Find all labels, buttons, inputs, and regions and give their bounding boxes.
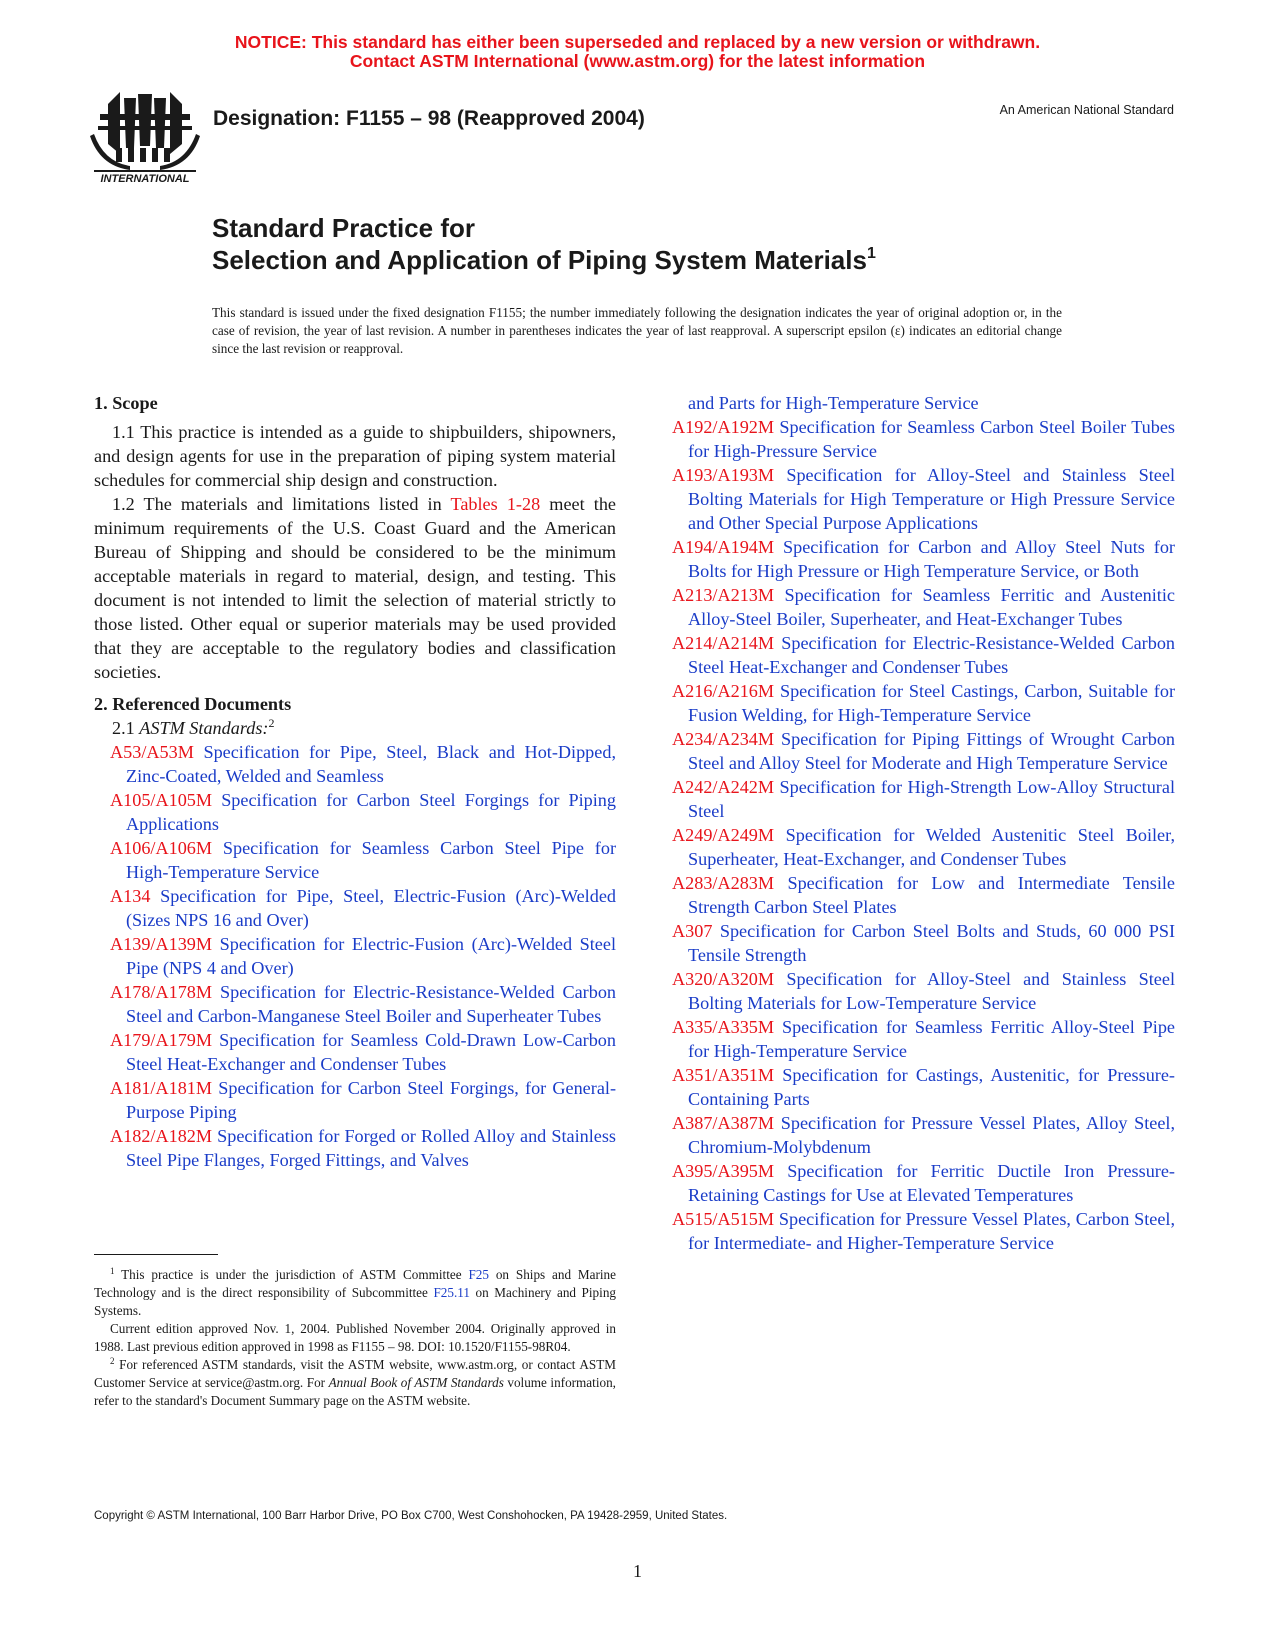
reference-code-link[interactable]: A283/A283M xyxy=(672,873,775,893)
footnote-divider xyxy=(94,1254,218,1255)
scope-paragraph-2 xyxy=(94,492,616,684)
fn2-italic: Annual Book of ASTM Standards xyxy=(328,1375,504,1390)
right-reference-list xyxy=(672,415,1175,1255)
title-line-1: Standard Practice for xyxy=(212,213,475,243)
reference-title-link[interactable]: Specification for Welded Austenitic Steel Boiler, Superheater, Heat-Exchanger, and Condenser Tubes xyxy=(688,825,1176,869)
footnote-2 xyxy=(94,1356,616,1410)
svg-text:INTERNATIONAL: INTERNATIONAL xyxy=(100,173,190,184)
reference-title-link[interactable]: Specification for Ferritic Ductile Iron Pressure-Retaining Castings for Use at Elevated Temperatures xyxy=(688,1161,1175,1205)
sub-label: ASTM Standards: xyxy=(139,718,269,738)
fn1-mark: 1 xyxy=(110,1266,115,1276)
reference-code-link[interactable]: A234/A234M xyxy=(672,729,775,749)
reference-item xyxy=(672,583,1175,631)
reference-item xyxy=(672,967,1175,1015)
title-text: Selection and Application of Piping System Materials xyxy=(212,245,867,275)
reference-title-link[interactable]: Specification for Pressure Vessel Plates, Alloy Steel, Chromium-Molybdenum xyxy=(688,1113,1175,1157)
reference-item xyxy=(110,740,616,788)
reference-item xyxy=(110,884,616,932)
reference-item xyxy=(110,1028,616,1076)
reference-code-link[interactable]: A242/A242M xyxy=(672,777,775,797)
document-title xyxy=(212,212,876,276)
issuance-note: This standard is issued under the fixed designation F1155; the number immediately following the designation indicates the year of original adoption or, in the case of revision, the year of last revision. A number in parentheses indicates the year of last reapproval. A superscript epsilon (ε) indicates an editorial change since the last revision or reapproval. xyxy=(212,305,1062,356)
scope-paragraph-1: 1.1 This practice is intended as a guide to shipbuilders, shipowners, and design agents for use in the preparation of piping system material schedules for commercial ship design and construction. xyxy=(94,422,616,490)
reference-title-link[interactable]: Specification for Electric-Resistance-Welded Carbon Steel and Carbon-Manganese Steel Boiler and Superheater Tubes xyxy=(126,982,617,1026)
reference-code-link[interactable]: A179/A179M xyxy=(110,1030,213,1050)
reference-title-link[interactable]: Specification for Seamless Ferritic and Austenitic Alloy-Steel Boiler, Superheater, and Heat-Exchanger Tubes xyxy=(688,585,1175,629)
reference-item xyxy=(672,463,1175,535)
scope-heading: 1. Scope xyxy=(94,393,158,413)
reference-code-link[interactable]: A216/A216M xyxy=(672,681,775,701)
reference-code-link[interactable]: A193/A193M xyxy=(672,465,775,485)
reference-title-link[interactable]: Specification for Alloy-Steel and Stainless Steel Bolting Materials for High Temperature or High Pressure Service and Other Special Purpose Applications xyxy=(688,465,1176,533)
title-footnote-mark: 1 xyxy=(866,245,876,262)
designation: Designation: F1155 – 98 (Reapproved 2004) xyxy=(213,107,645,130)
footnote-1 xyxy=(94,1266,616,1320)
reference-title-link[interactable]: Specification for Carbon Steel Bolts and Studs, 60 000 PSI Tensile Strength xyxy=(688,921,1176,965)
reference-code-link[interactable]: A134 xyxy=(110,886,151,906)
reference-title-link[interactable]: Specification for Pressure Vessel Plates, Carbon Steel, for Intermediate- and Higher-Temperature Service xyxy=(688,1209,1175,1253)
reference-code-link[interactable]: A181/A181M xyxy=(110,1078,213,1098)
national-standard-label: An American National Standard xyxy=(999,103,1174,117)
reference-code-link[interactable]: A53/A53M xyxy=(110,742,194,762)
reference-code-link[interactable]: A139/A139M xyxy=(110,934,213,954)
reference-item xyxy=(110,788,616,836)
reference-code-link[interactable]: A387/A387M xyxy=(672,1113,775,1133)
reference-continuation[interactable]: and Parts for High-Temperature Service xyxy=(688,393,979,413)
reference-title-link[interactable]: Specification for Castings, Austenitic, for Pressure-Containing Parts xyxy=(688,1065,1175,1109)
title-line-2 xyxy=(212,244,876,276)
reference-code-link[interactable]: A351/A351M xyxy=(672,1065,775,1085)
reference-code-link[interactable]: A335/A335M xyxy=(672,1017,775,1037)
reference-title-link[interactable]: Specification for Electric-Fusion (Arc)-Welded Steel Pipe (NPS 4 and Over) xyxy=(126,934,617,978)
right-column xyxy=(672,391,1175,1255)
fn1-text-a: This practice is under the jurisdiction of ASTM Committee xyxy=(114,1267,469,1282)
notice-line-2: Contact ASTM International (www.astm.org) for the latest information xyxy=(349,51,926,71)
reference-title-link[interactable]: Specification for Carbon Steel Forgings for Piping Applications xyxy=(126,790,616,834)
reference-title-link[interactable]: Specification for Electric-Resistance-Welded Carbon Steel Heat-Exchanger and Condenser Tubes xyxy=(688,633,1176,677)
reference-item xyxy=(672,1111,1175,1159)
reference-title-link[interactable]: Specification for Seamless Carbon Steel Pipe for High-Temperature Service xyxy=(126,838,616,882)
fn2-text-b: volume information, refer to the standard's Document Summary page on the ASTM website. xyxy=(94,1375,616,1408)
reference-code-link[interactable]: A395/A395M xyxy=(672,1161,775,1181)
left-reference-list xyxy=(94,740,616,1172)
reference-title-link[interactable]: Specification for Pipe, Steel, Electric-Fusion (Arc)-Welded (Sizes NPS 16 and Over) xyxy=(126,886,616,930)
reference-item xyxy=(110,980,616,1028)
reference-item xyxy=(672,919,1175,967)
fn2-text-a: For referenced ASTM standards, visit the ASTM website, www.astm.org, or contact ASTM Customer Service at service@astm.org. For xyxy=(94,1357,616,1390)
reference-item xyxy=(672,1159,1175,1207)
reference-code-link[interactable]: A320/A320M xyxy=(672,969,775,989)
reference-item xyxy=(672,1015,1175,1063)
astm-logo-icon xyxy=(90,84,200,184)
withdrawal-notice xyxy=(0,33,1275,71)
reference-item xyxy=(672,415,1175,463)
reference-title-link[interactable]: Specification for Pipe, Steel, Black and Hot-Dipped, Zinc-Coated, Welded and Seamless xyxy=(126,742,616,786)
reference-item xyxy=(672,727,1175,775)
page-number: 1 xyxy=(633,1561,642,1581)
reference-item xyxy=(672,535,1175,583)
reference-code-link[interactable]: A105/A105M xyxy=(110,790,213,810)
fn1-text-c: on Machinery and Piping Systems. xyxy=(94,1285,617,1318)
sub-footnote-mark: 2 xyxy=(268,716,275,730)
reference-code-link[interactable]: A214/A214M xyxy=(672,633,775,653)
reference-title-link[interactable]: Specification for Piping Fittings of Wrought Carbon Steel and Alloy Steel for Moderate and High Temperature Service xyxy=(688,729,1176,773)
reference-code-link[interactable]: A106/A106M xyxy=(110,838,213,858)
astm-standards-subheading xyxy=(112,716,616,740)
reference-title-link[interactable]: Specification for Seamless Cold-Drawn Low-Carbon Steel Heat-Exchanger and Condenser Tubes xyxy=(126,1030,616,1074)
reference-code-link[interactable]: A213/A213M xyxy=(672,585,775,605)
scope-p2-rest: meet the minimum requirements of the U.S. Coast Guard and the American Bureau of Shipping and should be considered to be the minimum acceptable materials in regard to material, design, and testing. This document is not intended to limit the selection of material strictly to those listed. Other equal or superior materials may be used provided that they are acceptable to the regulatory bodies and classification societies. xyxy=(94,494,616,682)
fn1-text-b: on Ships and Marine Technology and is the direct responsibility of Subcommittee xyxy=(94,1267,616,1300)
reference-item xyxy=(110,932,616,980)
reference-code-link[interactable]: A178/A178M xyxy=(110,982,213,1002)
reference-item xyxy=(110,1076,616,1124)
footnote-edition: Current edition approved Nov. 1, 2004. Published November 2004. Originally approved in 1988. Last previous edition approved in 1998 as F1155 – 98. DOI: 10.1520/F1155-98R04. xyxy=(94,1321,616,1354)
notice-line-1: NOTICE: This standard has either been superseded and replaced by a new version or withdrawn. xyxy=(234,32,1041,52)
reference-item xyxy=(672,775,1175,823)
reference-title-link[interactable]: Specification for Alloy-Steel and Stainless Steel Bolting Materials for Low-Temperature Service xyxy=(688,969,1176,1013)
reference-code-link[interactable]: A307 xyxy=(672,921,713,941)
reference-title-link[interactable]: Specification for High-Strength Low-Alloy Structural Steel xyxy=(688,777,1175,821)
reference-item xyxy=(672,871,1175,919)
tables-link[interactable]: Tables 1-28 xyxy=(450,494,541,514)
sub-number: 2.1 xyxy=(112,718,140,738)
reference-item xyxy=(672,823,1175,871)
reference-item xyxy=(110,836,616,884)
reference-code-link[interactable]: A194/A194M xyxy=(672,537,775,557)
reference-code-link[interactable]: A192/A192M xyxy=(672,417,775,437)
referenced-documents-heading: 2. Referenced Documents xyxy=(94,694,292,714)
reference-item xyxy=(672,1063,1175,1111)
reference-title-link[interactable]: Specification for Seamless Carbon Steel Boiler Tubes for High-Pressure Service xyxy=(688,417,1176,461)
reference-code-link[interactable]: A249/A249M xyxy=(672,825,775,845)
reference-item xyxy=(672,631,1175,679)
fn2-mark: 2 xyxy=(110,1356,115,1366)
subcommittee-f25-11-link[interactable]: F25.11 xyxy=(433,1285,470,1300)
committee-f25-link[interactable]: F25 xyxy=(468,1267,489,1282)
reference-title-link[interactable]: Specification for Low and Intermediate Tensile Strength Carbon Steel Plates xyxy=(688,873,1175,917)
reference-title-link[interactable]: Specification for Seamless Ferritic Alloy-Steel Pipe for High-Temperature Service xyxy=(688,1017,1175,1061)
reference-title-link[interactable]: Specification for Steel Castings, Carbon, Suitable for Fusion Welding, for High-Temperature Service xyxy=(688,681,1175,725)
scope-p2-text: 1.2 The materials and limitations listed in xyxy=(112,494,451,514)
reference-code-link[interactable]: A182/A182M xyxy=(110,1126,213,1146)
reference-item xyxy=(672,679,1175,727)
reference-title-link[interactable]: Specification for Carbon and Alloy Steel Nuts for Bolts for High Pressure or High Temperature Service, or Both xyxy=(688,537,1175,581)
reference-title-link[interactable]: Specification for Carbon Steel Forgings, for General-Purpose Piping xyxy=(126,1078,616,1122)
reference-item xyxy=(672,1207,1175,1255)
footnotes xyxy=(94,1266,616,1410)
left-column xyxy=(94,391,616,1172)
copyright: Copyright © ASTM International, 100 Barr Harbor Drive, PO Box C700, West Conshohocken, PA 19428-2959, United States. xyxy=(94,1510,728,1522)
reference-item xyxy=(110,1124,616,1172)
reference-title-link[interactable]: Specification for Forged or Rolled Alloy and Stainless Steel Pipe Flanges, Forged Fittings, and Valves xyxy=(126,1126,617,1170)
reference-code-link[interactable]: A515/A515M xyxy=(672,1209,775,1229)
